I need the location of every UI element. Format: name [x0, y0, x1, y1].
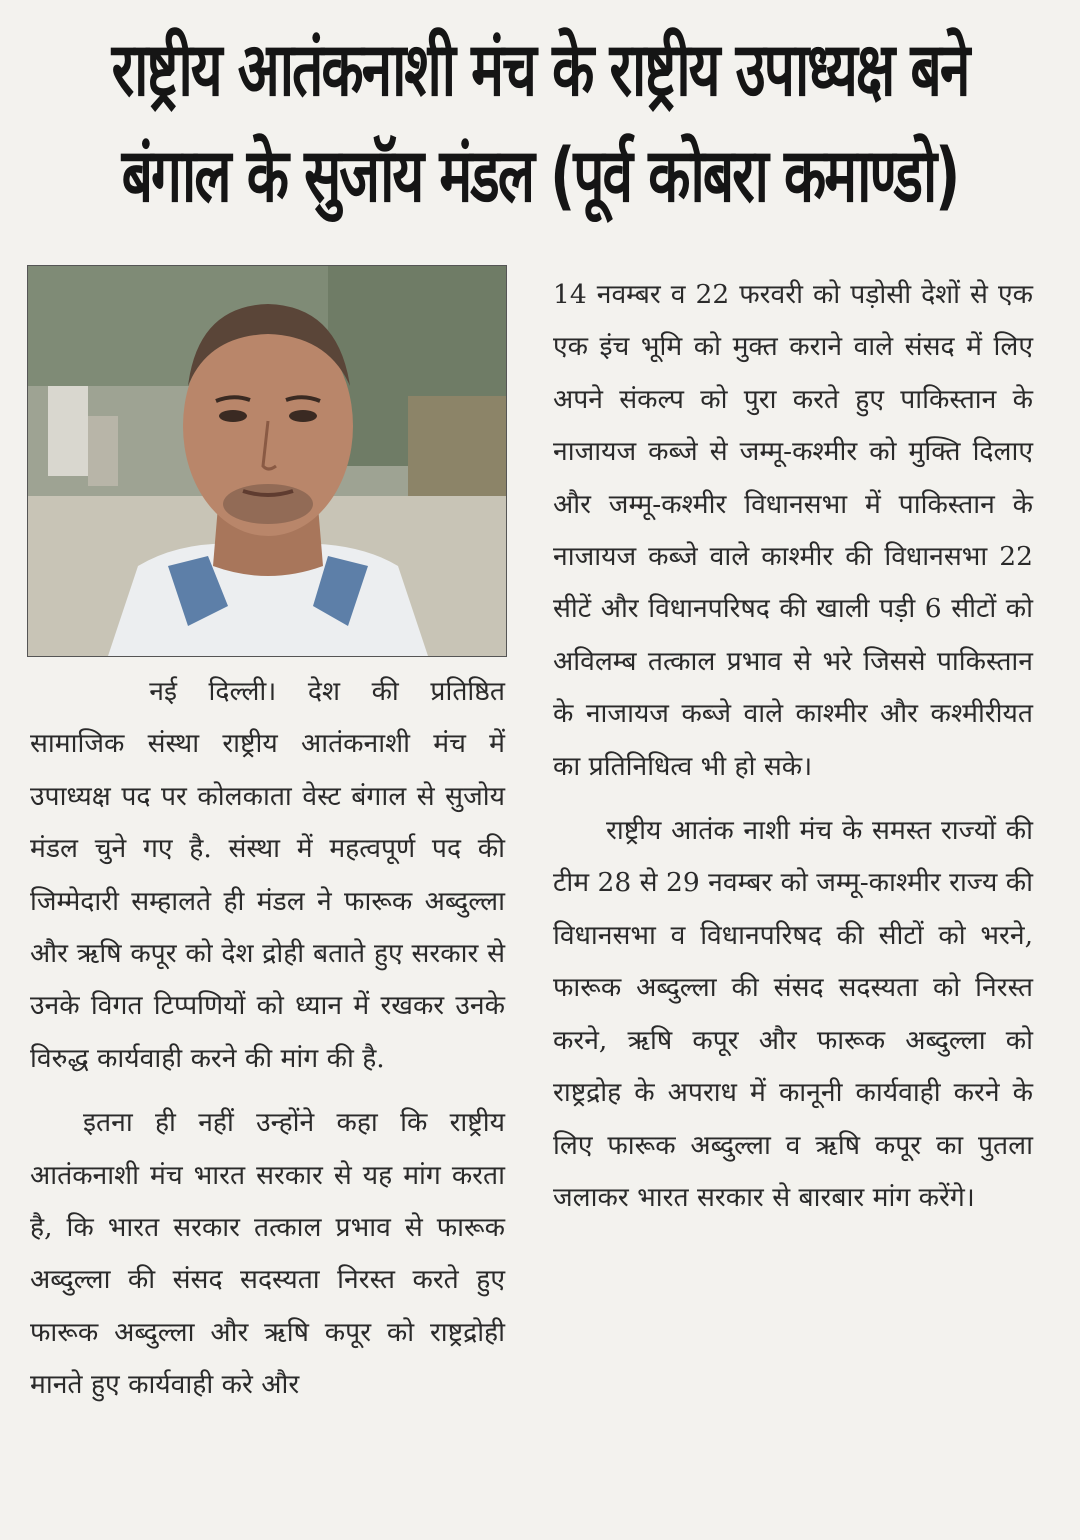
portrait-photo: [27, 265, 507, 657]
article-right-column: [553, 269, 1033, 1224]
headline-line-2: बंगाल के सुजॉय मंडल (पूर्व कोबरा कमाण्डो): [121, 132, 959, 219]
headline-line-1: राष्ट्रीय आतंकनाशी मंच के राष्ट्रीय उपाध्यक्ष बने: [111, 26, 969, 113]
portrait-photo-drawing: [28, 266, 506, 656]
article-paragraph: राष्ट्रीय आतंक नाशी मंच के समस्त राज्यों की टीम 28 से 29 नवम्बर को जम्मू-काश्मीर राज्य की विधानसभा व विधानपरिषद की सीटों को भरने, फारूक अब्दुल्ला की संसद सदस्यता को निरस्त करने, ऋषि कपूर और फारूक अब्दुल्ला को राष्ट्रद्रोह के अपराध में कानूनी कार्यवाही करने के लिए फारूक अब्दुल्ला व ऋषि कपूर का पुतला जलाकर भारत सरकार से बारबार मांग करेंगे।: [553, 815, 1033, 1213]
article-paragraph: 14 नवम्बर व 22 फरवरी को पड़ोसी देशों से एक एक इंच भूमि को मुक्त कराने वाले संसद में लिए अपने संकल्प को पुरा करते हुए पाकिस्तान के नाजायज कब्जे से जम्मू-कश्मीर को मुक्ति दिलाए और जम्मू-कश्मीर विधानसभा में पाकिस्तान के नाजायज कब्जे वाले काश्मीर की विधानसभा 22 सीटें और विधानपरिषद की खाली पड़ी 6 सीटों को अविलम्ब तत्काल प्रभाव से भरे जिससे पाकिस्तान के नाजायज कब्जे वाले काश्मीर और कश्मीरीयत का प्रतिनिधित्व भी हो सके।: [553, 279, 1033, 782]
article-paragraph: इतना ही नहीं उन्होंने कहा कि राष्ट्रीय आतंकनाशी मंच भारत सरकार से यह मांग करता है, कि भारत सरकार तत्काल प्रभाव से फारूक अब्दुल्ला की संसद सदस्यता निरस्त करते हुए फारूक अब्दुल्ला और ऋषि कपूर को राष्ट्रद्रोही मानते हुए कार्यवाही करे और: [30, 1107, 505, 1401]
headline: [0, 0, 1080, 235]
article-left-column: [30, 666, 505, 1412]
article-paragraph: नई दिल्ली। देश की प्रतिष्ठित सामाजिक संस्था राष्ट्रीय आतंकनाशी मंच में उपाध्यक्ष पद पर कोलकाता वेस्ट बंगाल से सुजोय मंडल चुने गए है. संस्था में महत्वपूर्ण पद की जिम्मेदारी सम्हालते ही मंडल ने फारूक अब्दुल्ला और ऋषि कपूर को देश द्रोही बताते हुए सरकार से उनके विगत टिप्पणियों को ध्यान में रखकर उनके विरुद्ध कार्यवाही करने की मांग की है.: [30, 676, 505, 1074]
